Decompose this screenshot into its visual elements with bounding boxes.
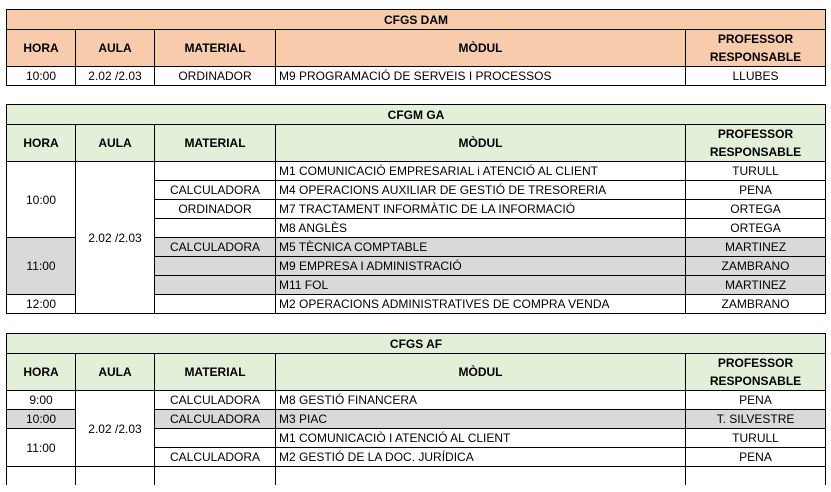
modul-cell: M2 OPERACIONS ADMINISTRATIVES DE COMPRA VENDA [276, 295, 686, 314]
material-cell: ORDINADOR [155, 67, 276, 86]
modul-cell: M2 GESTIÓ DE LA DOC. JURÍDICA [276, 448, 686, 467]
material-cell: CALCULADORA [155, 410, 276, 429]
hora-header: HORA [7, 125, 76, 162]
modul-cell: M7 TRACTAMENT INFORMÀTIC DE LA INFORMACIÓ [276, 200, 686, 219]
material-cell [155, 276, 276, 295]
professor-cell: T. SILVESTRE [686, 410, 826, 429]
hora-cell: 11:00 [7, 238, 76, 295]
aula-cell: 2.02 /2.03 [76, 162, 155, 314]
professor-cell: MARTINEZ [686, 238, 826, 257]
material-cell: CALCULADORA [155, 448, 276, 467]
material-cell [155, 219, 276, 238]
aula-header: AULA [76, 354, 155, 391]
material-header: MATERIAL [155, 354, 276, 391]
modul-header: MÒDUL [276, 354, 686, 391]
aula-cell: 2.02 /2.03 [76, 391, 155, 467]
modul-cell: M9 EMPRESA I ADMINISTRACIÓ [276, 257, 686, 276]
ga-title: CFGM GA [7, 105, 826, 125]
modul-cell: M8 ANGLÈS [276, 219, 686, 238]
modul-cell: M1 COMUNICACIÓ EMPRESARIAL i ATENCIÓ AL CLIENT [276, 162, 686, 181]
aula-header: AULA [76, 125, 155, 162]
material-cell [155, 429, 276, 448]
empty-cell [7, 467, 76, 486]
hora-cell: 10:00 [7, 162, 76, 238]
modul-header: MÒDUL [276, 30, 686, 67]
modul-cell: M8 GESTIÓ FINANCERA [276, 391, 686, 410]
professor-cell: ORTEGA [686, 219, 826, 238]
material-header: MATERIAL [155, 30, 276, 67]
professor-cell: PENA [686, 448, 826, 467]
modul-cell: M4 OPERACIONS AUXILIAR DE GESTIÓ DE TRESORERIA [276, 181, 686, 200]
hora-cell: 9:00 [7, 391, 76, 410]
material-cell [155, 162, 276, 181]
hora-cell: 10:00 [7, 67, 76, 86]
modul-cell: M9 PROGRAMACIÓ DE SERVEIS I PROCESSOS [276, 67, 686, 86]
professor-cell: ZAMBRANO [686, 295, 826, 314]
professor-cell: PENA [686, 391, 826, 410]
modul-cell: M11 FOL [276, 276, 686, 295]
empty-cell [276, 467, 686, 486]
professor-cell: TURULL [686, 429, 826, 448]
hora-cell: 12:00 [7, 295, 76, 314]
modul-cell: M1 COMUNICACIÒ I ATENCIÓ AL CLIENT [276, 429, 686, 448]
professor-cell: ZAMBRANO [686, 257, 826, 276]
material-cell: CALCULADORA [155, 238, 276, 257]
hora-cell: 10:00 [7, 410, 76, 429]
empty-cell [76, 467, 155, 486]
empty-cell [686, 467, 826, 486]
modul-header: MÒDUL [276, 125, 686, 162]
professor-header: PROFESSOR RESPONSABLE [686, 125, 826, 162]
af-schedule-table [6, 333, 826, 485]
aula-cell: 2.02 /2.03 [76, 67, 155, 86]
material-cell: CALCULADORA [155, 391, 276, 410]
modul-cell: M3 PIAC [276, 410, 686, 429]
professor-cell: LLUBES [686, 67, 826, 86]
table-row [7, 162, 826, 181]
professor-cell: ORTEGA [686, 200, 826, 219]
material-header: MATERIAL [155, 125, 276, 162]
professor-cell: MARTINEZ [686, 276, 826, 295]
material-cell: CALCULADORA [155, 181, 276, 200]
empty-cell [155, 467, 276, 486]
material-cell: ORDINADOR [155, 200, 276, 219]
material-cell [155, 295, 276, 314]
af-title: CFGS AF [7, 334, 826, 354]
table-row [7, 391, 826, 410]
hora-cell: 11:00 [7, 429, 76, 467]
table-row [7, 67, 826, 86]
professor-cell: PENA [686, 181, 826, 200]
hora-header: HORA [7, 354, 76, 391]
material-cell [155, 257, 276, 276]
dam-title: CFGS DAM [7, 10, 826, 30]
dam-schedule-table [6, 9, 826, 86]
hora-header: HORA [7, 30, 76, 67]
professor-header: PROFESSOR RESPONSABLE [686, 30, 826, 67]
aula-header: AULA [76, 30, 155, 67]
ga-schedule-table [6, 104, 826, 314]
professor-cell: TURULL [686, 162, 826, 181]
professor-header: PROFESSOR RESPONSABLE [686, 354, 826, 391]
modul-cell: M5 TÈCNICA COMPTABLE [276, 238, 686, 257]
table-row-partial [7, 467, 826, 486]
